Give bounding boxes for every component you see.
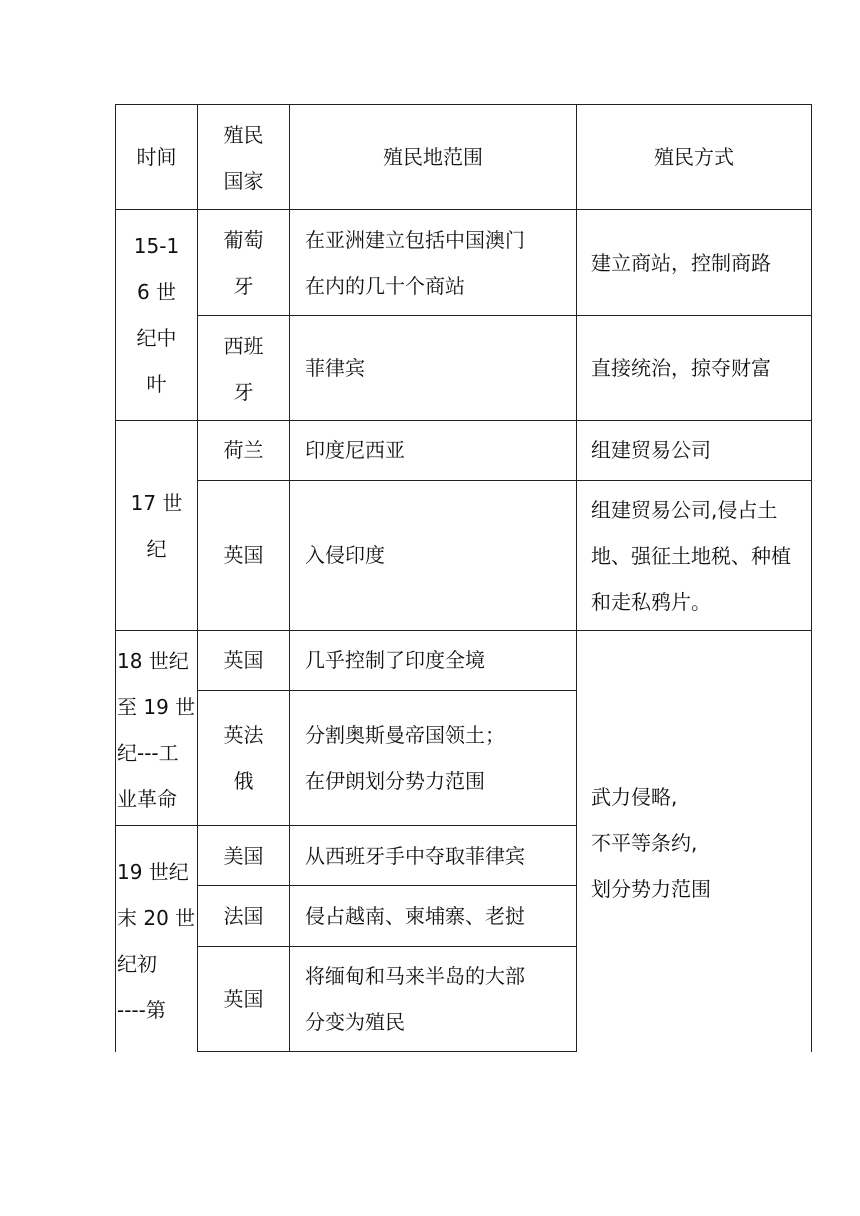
- scope-cell: [305, 712, 575, 804]
- method-line: 武力侵略,: [591, 785, 678, 809]
- time-cell: [117, 849, 197, 1033]
- scope-line: 在内的几十个商站: [305, 274, 465, 298]
- header-country-line: 殖民: [223, 123, 264, 147]
- time-line: ----第: [117, 998, 166, 1022]
- table-rule: [811, 104, 812, 1052]
- time-line: 19 世纪: [117, 860, 189, 884]
- country-cell: 荷兰: [223, 438, 264, 462]
- method-line: 和走私鸦片。: [591, 590, 711, 614]
- country-line: 牙: [233, 380, 254, 404]
- table-rule: [197, 885, 576, 886]
- table-rule: [576, 104, 577, 1052]
- time-line: 纪: [146, 537, 167, 561]
- header-country: [198, 112, 289, 204]
- country-line: 牙: [233, 274, 254, 298]
- method-cell: 直接统治，掠夺财富: [591, 356, 771, 380]
- method-cell: 建立商站，控制商路: [591, 251, 771, 275]
- table-rule: [197, 690, 576, 691]
- time-line: 业革命: [117, 787, 177, 811]
- scope-line: 分变为殖民: [305, 1010, 405, 1034]
- table-rule: [289, 104, 290, 1052]
- time-cell: [117, 638, 197, 822]
- country-line: 英法: [223, 723, 264, 747]
- method-cell: [591, 487, 809, 625]
- scope-cell: 菲律宾: [305, 356, 365, 380]
- time-line: 15-1: [133, 234, 180, 258]
- time-line: 17 世: [130, 491, 183, 515]
- country-cell: 英国: [223, 648, 264, 672]
- scope-cell: 入侵印度: [305, 543, 385, 567]
- country-line: 西班: [223, 334, 264, 358]
- scope-line: 分割奥斯曼帝国领土；: [305, 723, 505, 747]
- scope-line: 将缅甸和马来半岛的大部: [305, 964, 525, 988]
- scope-cell: 侵占越南、柬埔寨、老挝: [305, 904, 525, 928]
- method-line: 地、强征土地税、种植: [591, 544, 791, 568]
- table-rule: [197, 1051, 576, 1052]
- country-cell: [198, 712, 289, 804]
- country-cell: 英国: [223, 543, 264, 567]
- time-line: 纪初: [117, 952, 157, 976]
- header-scope: 殖民地范围: [383, 145, 483, 169]
- country-line: 俄: [233, 769, 254, 793]
- time-line: 6 世: [136, 280, 177, 304]
- time-line: 18 世纪: [117, 649, 189, 673]
- country-cell: 英国: [223, 987, 264, 1011]
- country-line: 葡萄: [223, 228, 264, 252]
- time-cell: [116, 223, 197, 407]
- scope-line: 在伊朗划分势力范围: [305, 769, 485, 793]
- country-cell: 美国: [223, 844, 264, 868]
- method-cell-shared: [591, 774, 809, 912]
- scope-cell: 印度尼西亚: [305, 438, 405, 462]
- time-line: 纪---工: [117, 741, 179, 765]
- scope-cell: 几乎控制了印度全境: [305, 648, 485, 672]
- time-line: 纪中: [136, 326, 177, 350]
- country-cell: [198, 323, 289, 415]
- method-line: 不平等条约,: [591, 831, 698, 855]
- table-rule: [115, 825, 576, 826]
- method-line: 划分势力范围: [591, 877, 711, 901]
- header-time: 时间: [136, 145, 177, 169]
- time-line: 叶: [146, 372, 167, 396]
- method-cell: 组建贸易公司: [591, 438, 711, 462]
- table-rule: [197, 946, 576, 947]
- table-rule: [115, 104, 812, 105]
- table-rule: [115, 420, 812, 421]
- scope-cell: 从西班牙手中夺取菲律宾: [305, 844, 525, 868]
- scope-cell: [305, 953, 575, 1045]
- time-line: 末 20 世: [117, 906, 196, 930]
- table-rule: [115, 209, 812, 210]
- scope-line: 在亚洲建立包括中国澳门: [305, 228, 525, 252]
- table-rule: [115, 630, 812, 631]
- time-line: 至 19 世: [117, 695, 196, 719]
- time-cell: [116, 480, 197, 572]
- scope-cell: [305, 217, 575, 309]
- header-method: 殖民方式: [654, 145, 734, 169]
- header-country-line: 国家: [223, 169, 264, 193]
- method-line: 组建贸易公司,侵占土: [591, 498, 778, 522]
- country-cell: [198, 217, 289, 309]
- country-cell: 法国: [223, 904, 264, 928]
